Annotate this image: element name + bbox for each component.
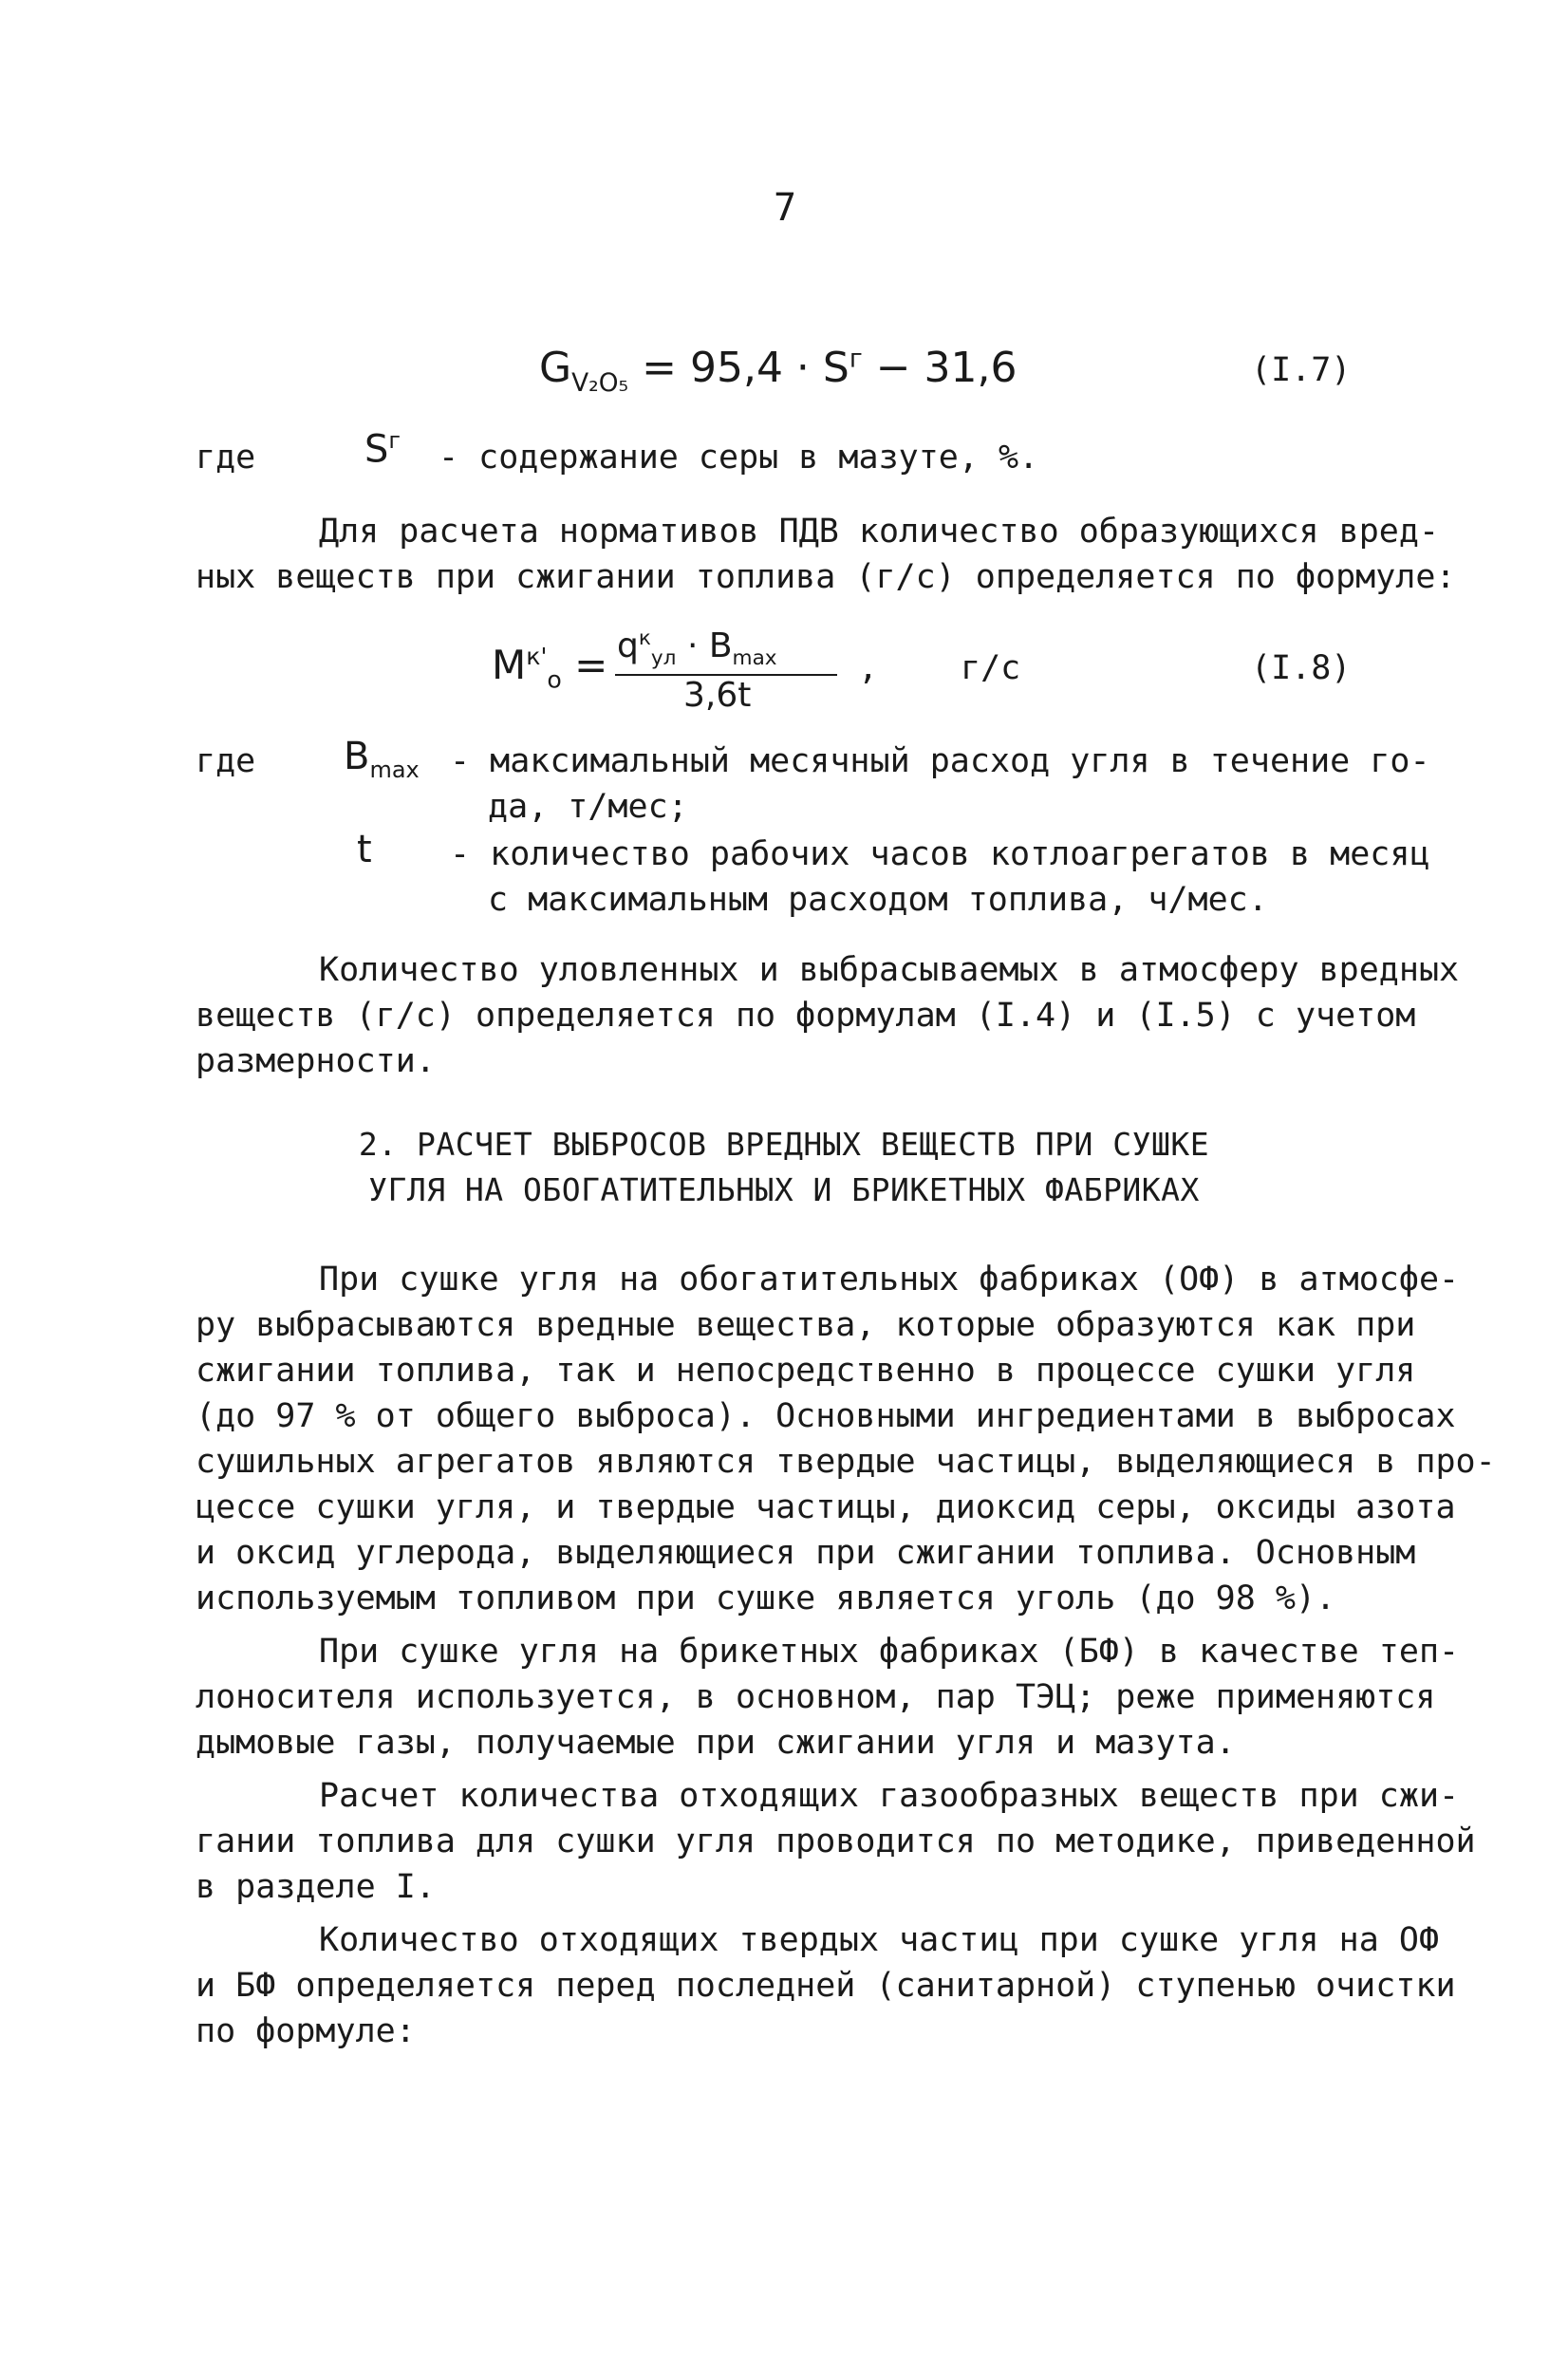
- paragraph-3-line-7: и оксид углерода, выделяющиеся при сжигании топлива. Основным: [196, 1534, 1416, 1572]
- where-2-desc-2-line-1: - количество рабочих часов котлоагрегатов в месяц: [450, 835, 1430, 873]
- paragraph-5-line-2: гании топлива для сушки угля проводится по методике, приведенной: [196, 1822, 1476, 1860]
- paragraph-3-line-4: (до 97 % от общего выброса). Основными ингредиентами в выбросах: [196, 1397, 1456, 1435]
- section-title-line-2: УГЛЯ НА ОБОГАТИТЕЛЬНЫХ И БРИКЕТНЫХ ФАБРИКАХ: [368, 1171, 1200, 1208]
- formula-1-8-unit: г/с: [961, 649, 1021, 687]
- where-2-desc-1-line-2: да, т/мес;: [488, 788, 688, 826]
- paragraph-6-line-3: по формуле:: [196, 2012, 416, 2050]
- paragraph-3-line-6: цессе сушки угля, и твердые частицы, диоксид серы, оксиды азота: [196, 1488, 1456, 1526]
- formula-1-8-numerator: $q^к_{ул} \cdot B_{max}$: [617, 626, 777, 671]
- paragraph-2-line-2: веществ (г/с) определяется по формулам (I.4) и (I.5) с учетом: [196, 997, 1416, 1035]
- paragraph-3-line-3: сжигании топлива, так и непосредственно в процессе сушки угля: [196, 1352, 1416, 1390]
- paragraph-5-line-1: Расчет количества отходящих газообразных веществ при сжи-: [319, 1777, 1460, 1815]
- symbol-s-base: S: [364, 427, 389, 472]
- paragraph-1-line-1: Для расчета нормативов ПДВ количество образующихся вред-: [319, 513, 1440, 551]
- paragraph-4-line-2: лоносителя используется, в основном, пар ТЭЦ; реже применяются: [196, 1678, 1436, 1716]
- formula-rhs-sup: г: [849, 344, 863, 374]
- page-number: 7: [774, 186, 797, 230]
- paragraph-2-line-1: Количество уловленных и выбрасываемых в атмосферу вредных: [319, 951, 1460, 989]
- symbol-s-sup: г: [388, 427, 401, 454]
- formula-lhs-sub: V₂O₅: [571, 367, 629, 398]
- paragraph-6-line-2: и БФ определяется перед последней (санитарной) ступенью очистки: [196, 1967, 1456, 2005]
- paragraph-1-line-2: ных веществ при сжигании топлива (г/с) определяется по формуле:: [196, 558, 1456, 596]
- formula-1-8-denominator: 3,6t: [683, 676, 752, 715]
- paragraph-3-line-1: При сушке угля на обогатительных фабриках (ОФ) в атмосфе-: [319, 1261, 1460, 1299]
- paragraph-3-line-5: сушильных агрегатов являются твердые частицы, выделяющиеся в про-: [196, 1443, 1496, 1481]
- where-word: где: [196, 439, 256, 477]
- paragraph-4-line-3: дымовые газы, получаемые при сжигании угля и мазута.: [196, 1724, 1236, 1762]
- formula-rhs-tail: − 31,6: [862, 344, 1017, 392]
- where-2-desc-2-line-2: с максимальным расходом топлива, ч/мес.: [488, 881, 1268, 919]
- where-word-2: где: [196, 742, 256, 780]
- equation-number-1-8: (I.8): [1251, 649, 1352, 687]
- paragraph-5-line-3: в разделе I.: [196, 1868, 436, 1906]
- paragraph-4-line-1: При сушке угля на брикетных фабриках (БФ) в качестве теп-: [319, 1633, 1460, 1671]
- paragraph-2-line-3: размерности.: [196, 1042, 436, 1080]
- paragraph-3-line-8: используемым топливом при сушке является уголь (до 98 %).: [196, 1579, 1336, 1617]
- symbol-bmax: $B_{max}$: [344, 735, 420, 783]
- where-2-desc-1-line-1: - максимальный месячный расход угля в течение го-: [450, 742, 1430, 780]
- where-desc: - содержание серы в мазуте, %.: [439, 439, 1039, 477]
- formula-1-8-lhs: $M^{к'}_о$ =: [492, 642, 608, 694]
- symbol-s: [364, 427, 401, 471]
- formula-1-7: [539, 344, 1017, 398]
- formula-rhs: = 95,4 · S: [642, 344, 849, 392]
- section-title-line-1: 2. РАСЧЕТ ВЫБРОСОВ ВРЕДНЫХ ВЕЩЕСТВ ПРИ СУШКЕ: [358, 1126, 1210, 1163]
- formula-lhs: G: [539, 344, 572, 392]
- equation-number-1-7: (I.7): [1251, 351, 1352, 389]
- paragraph-6-line-1: Количество отходящих твердых частиц при сушке угля на ОФ: [319, 1921, 1440, 1959]
- paragraph-3-line-2: ру выбрасываются вредные вещества, которые образуются как при: [196, 1306, 1416, 1344]
- symbol-t: t: [357, 828, 372, 871]
- formula-1-8-comma: ,: [858, 649, 879, 687]
